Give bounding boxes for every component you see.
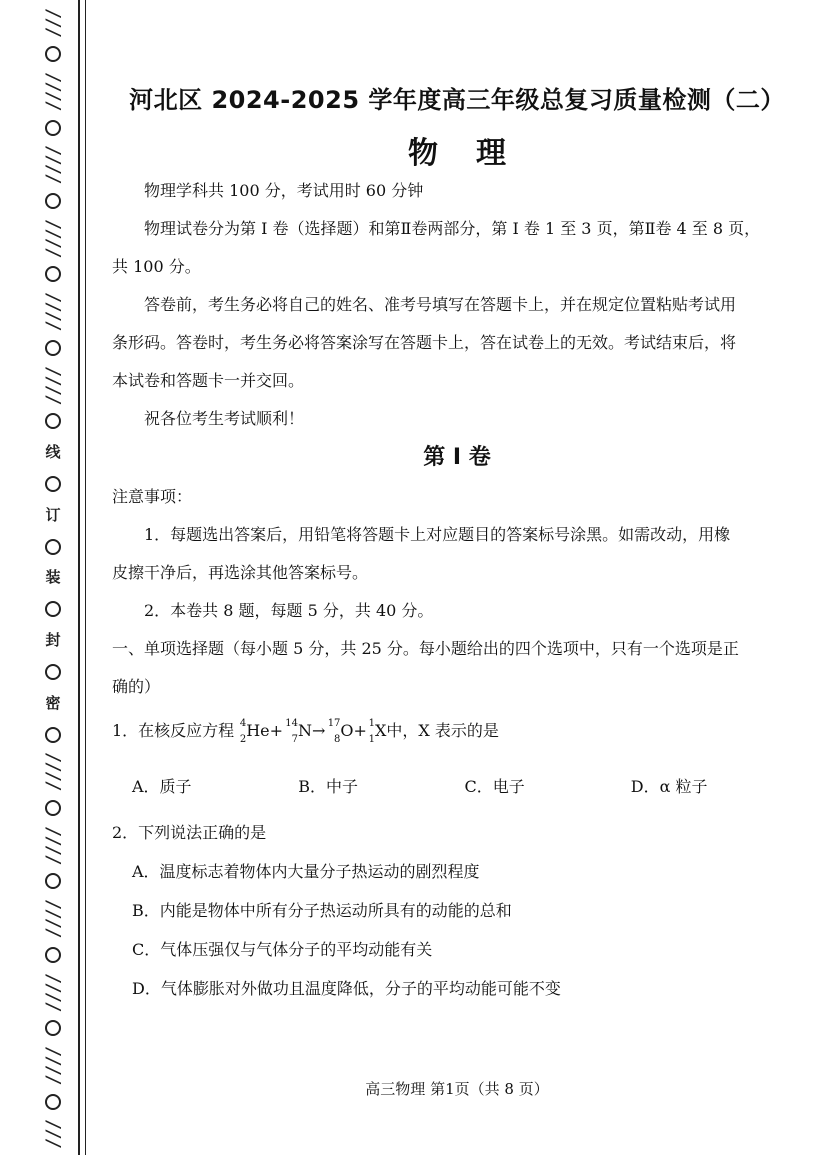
seal-ring (45, 120, 61, 136)
seal-ring (45, 947, 61, 963)
seal-dashes: /// (42, 1119, 65, 1148)
q2-option-c: C．气体压强仅与气体分子的平均动能有关 (132, 940, 433, 959)
notice-item-2: 2．本卷共 8 题，每题 5 分，共 40 分。 (144, 601, 434, 620)
he-nuclide: 4 2 (239, 717, 247, 745)
seal-ring (45, 800, 61, 816)
intro-structure-line-cont: 共 100 分。 (112, 257, 201, 276)
seal-dashes: //// (42, 71, 65, 110)
intro-instructions-line-end: 本试卷和答题卡一并交回。 (112, 371, 305, 390)
seal-dashes: //// (42, 972, 65, 1011)
seal-ring (45, 1020, 61, 1036)
seal-ring (45, 193, 61, 209)
seal-dashes: //// (42, 752, 65, 791)
section-heading: 一、单项选择题（每小题 5 分，共 25 分。每小题给出的四个选项中，只有一个选项是正 (112, 639, 739, 658)
seal-label-ding: 订 (45, 505, 61, 524)
intro-instructions-line-cont: 条形码。答卷时，考生务必将答案涂写在答题卡上，答在试卷上的无效。考试结束后，将 (112, 333, 737, 352)
notice-item-1: 1．每题选出答案后，用铅笔将答题卡上对应题目的答案标号涂黑。如需改动，用橡 (144, 525, 731, 544)
seal-label-zhuang: 装 (45, 568, 61, 587)
seal-dashes: //// (42, 365, 65, 404)
seal-dashes: /// (42, 8, 65, 37)
o-nuclide: 17 8 (327, 717, 341, 745)
o-symbol: O+ (340, 721, 367, 740)
question-1-options (112, 774, 797, 797)
seal-dashes: //// (42, 145, 65, 184)
seal-dashes: //// (42, 292, 65, 331)
q2-option-d: D．气体膨胀对外做功且温度降低，分子的平均动能可能不变 (132, 979, 561, 998)
binding-rule-thin (85, 0, 86, 1155)
question-2-stem: 2．下列说法正确的是 (112, 823, 267, 842)
page-footer: 高三物理 第1页（共 8 页） (365, 1080, 549, 1098)
section-heading-cont: 确的） (112, 677, 161, 696)
intro-block (112, 172, 797, 438)
seal-ring (45, 1094, 61, 1110)
notice-title: 注意事项： (112, 487, 193, 506)
q1-option-d: D．α 粒子 (630, 777, 708, 796)
q1-option-b: B．中子 (298, 777, 359, 796)
seal-label-feng: 封 (45, 631, 61, 650)
seal-dashes: //// (42, 1046, 65, 1084)
binding-margin (0, 0, 92, 1155)
seal-ring (45, 476, 61, 492)
seal-dashes: //// (42, 899, 65, 937)
seal-ring (45, 727, 61, 743)
seal-ring (45, 873, 61, 889)
question-2 (112, 814, 797, 1008)
q2-option-b: B．内能是物体中所有分子热运动所具有的动能的总和 (132, 901, 512, 920)
notice-item-1-cont: 皮擦干净后，再选涂其他答案标号。 (112, 563, 369, 582)
seal-ring (45, 664, 61, 680)
q1-prefix: 1．在核反应方程 (112, 721, 235, 740)
intro-wish: 祝各位考生考试顺利！ (144, 409, 305, 428)
seal-ring (45, 340, 61, 356)
part-heading: 第 I 卷 (423, 445, 491, 470)
binding-rule-thick (78, 0, 80, 1155)
question-1-stem (112, 712, 797, 750)
intro-structure-line: 物理试卷分为第 I 卷（选择题）和第Ⅱ卷两部分，第 I 卷 1 至 3 页，第Ⅱ卷 4 至 8 页， (144, 219, 761, 238)
exam-page (112, 0, 802, 1155)
seal-ring (45, 601, 61, 617)
seal-dashes: //// (42, 825, 65, 864)
x-symbol: X (374, 721, 387, 740)
x-nuclide: 1 1 (368, 717, 375, 745)
seal-dashes: //// (42, 218, 65, 257)
intro-instructions-line: 答卷前，考生务必将自己的姓名、准考号填写在答题卡上，并在规定位置粘贴考试用 (144, 295, 737, 314)
q2-option-a: A．温度标志着物体内大量分子热运动的剧烈程度 (132, 862, 480, 881)
q1-suffix: 中，X 表示的是 (386, 721, 499, 740)
subject-title: 物理 (408, 136, 544, 171)
intro-score-line: 物理学科共 100 分，考试用时 60 分钟 (144, 181, 424, 200)
seal-line (40, 8, 66, 1148)
q1-option-a: A．质子 (132, 777, 192, 796)
notice-block (112, 478, 797, 706)
seal-label-mi: 密 (45, 693, 61, 712)
n-nuclide: 14 7 (285, 717, 299, 745)
seal-ring (45, 539, 61, 555)
question-1 (112, 712, 797, 797)
seal-ring (45, 46, 61, 62)
exam-title: 河北区 2024-2025 学年度高三年级总复习质量检测（二） (129, 86, 785, 114)
he-symbol: He+ (246, 721, 284, 740)
seal-label-xian: 线 (45, 443, 61, 462)
seal-ring (45, 413, 61, 429)
seal-ring (45, 266, 61, 282)
n-symbol: N→ (298, 721, 326, 740)
q1-option-c: C．电子 (464, 777, 525, 796)
